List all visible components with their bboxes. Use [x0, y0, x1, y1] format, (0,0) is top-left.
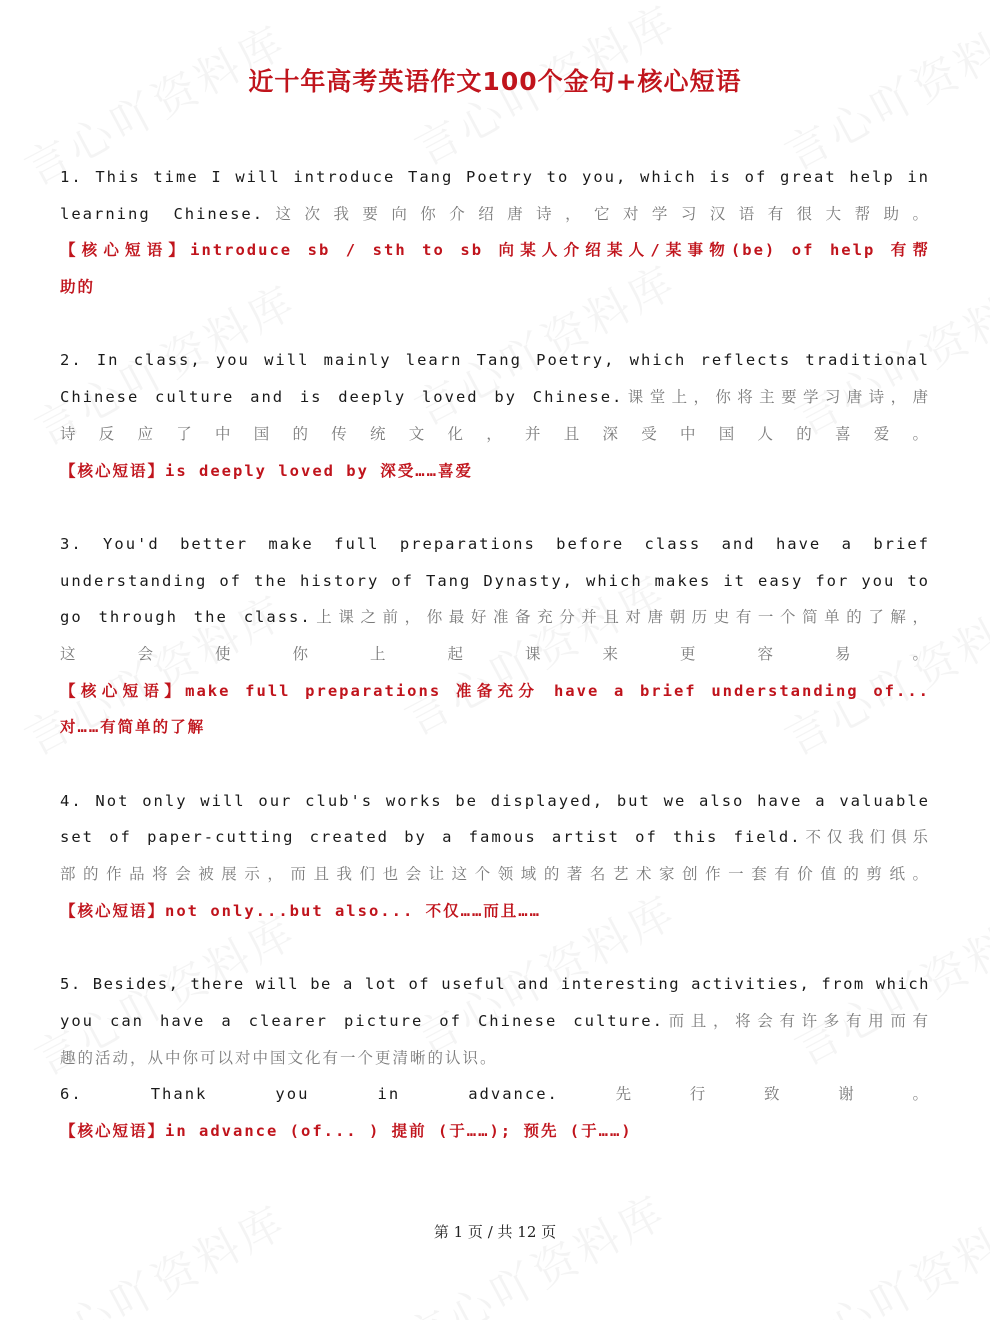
text-line	[60, 526, 930, 563]
text-line	[60, 269, 930, 306]
text-line	[60, 819, 930, 856]
chinese-translation: 先行致谢。	[558, 1085, 930, 1104]
english-text: set of paper-cutting created by a famous artist of this field.	[60, 828, 802, 847]
chinese-translation: 不仅我们俱乐	[801, 828, 930, 847]
page-title: 近十年高考英语作文100个金句+核心短语	[248, 67, 742, 96]
watermark-text	[772, 1186, 990, 1320]
chinese-translation: 而且，将会有许多有用而有	[663, 1011, 930, 1030]
text-line	[60, 416, 930, 453]
chinese-translation: 部的作品将会被展示，而且我们也会让这个领域的著名艺术家创作一套有价值的剪纸。	[60, 865, 930, 884]
core-phrase: 【核心短语】in advance (of... ) 提前 (于……); 预先 (于……)	[60, 1121, 633, 1140]
text-line	[60, 1113, 930, 1150]
chinese-translation: 诗反应了中国的传统文化，并且深受中国人的喜爱。	[60, 424, 930, 443]
text-line	[60, 453, 930, 490]
core-phrase: 【核心短语】make full preparations 准备充分 have a brief understanding of...	[60, 681, 930, 700]
english-text: Chinese culture and is deeply loved by Chinese.	[60, 388, 624, 407]
text-line	[60, 232, 930, 269]
text-line	[60, 159, 930, 196]
text-line	[60, 379, 930, 416]
core-phrase: 对……有简单的了解	[60, 718, 206, 737]
english-text: understanding of the history of Tang Dynasty, which makes it easy for you to	[60, 571, 930, 590]
text-line	[60, 673, 930, 710]
text-line	[60, 709, 930, 746]
text-line	[60, 599, 930, 636]
english-text: you can have a clearer picture of Chinese culture.	[60, 1011, 664, 1030]
text-line	[60, 636, 930, 673]
text-line	[60, 342, 930, 379]
english-text: go through the class.	[60, 608, 312, 627]
english-text: 4. Not only will our club's works be displayed, but we also have a valuable	[60, 791, 930, 810]
sentence-item	[60, 783, 930, 930]
text-line	[60, 966, 930, 1003]
english-text: 1. This time I will introduce Tang Poetry to you, which is of great help in	[60, 168, 930, 186]
document-body	[60, 159, 930, 1150]
watermark-text	[12, 1186, 296, 1320]
watermark-text	[392, 1176, 676, 1320]
chinese-translation: 这次我要向你介绍唐诗，它对学习汉语有很大帮助。	[264, 204, 930, 223]
english-text: 6. Thank you in advance.	[60, 1085, 559, 1104]
sentence-item	[60, 342, 930, 489]
english-text: 3. You'd better make full preparations before class and have a brief	[60, 534, 930, 553]
chinese-translation: 上课之前，你最好准备充分并且对唐朝历史有一个简单的了解，	[311, 608, 930, 627]
core-phrase: 【核心短语】not only...but also... 不仅……而且……	[60, 901, 541, 920]
text-line	[60, 1003, 930, 1040]
core-phrase: 助的	[60, 278, 96, 297]
english-text: 5. Besides, there will be a lot of useful and interesting activities, from which	[60, 975, 930, 994]
core-phrase: 【核心短语】introduce sb / sth to sb 向某人介绍某人/某事物(be) of help 有帮	[60, 241, 930, 260]
page-footer: 第 1 页 / 共 12 页	[433, 1223, 557, 1241]
english-text: learning Chinese.	[60, 204, 265, 223]
text-line	[60, 1076, 930, 1113]
chinese-translation: 课堂上，你将主要学习唐诗，唐	[623, 388, 930, 407]
text-line	[60, 856, 930, 893]
text-line	[60, 893, 930, 930]
chinese-translation: 这会使你上起课来更容易。	[60, 644, 930, 663]
chinese-translation: 趣的活动，从中你可以对中国文化有一个更清晰的认识。	[60, 1048, 498, 1067]
text-line	[60, 783, 930, 820]
sentence-item	[60, 159, 930, 306]
english-text: 2. In class, you will mainly learn Tang Poetry, which reflects traditional	[60, 351, 930, 370]
text-line	[60, 196, 930, 233]
core-phrase: 【核心短语】is deeply loved by 深受……喜爱	[60, 461, 473, 480]
sentence-item	[60, 526, 930, 746]
sentence-item	[60, 966, 930, 1149]
text-line	[60, 1040, 930, 1077]
text-line	[60, 563, 930, 600]
